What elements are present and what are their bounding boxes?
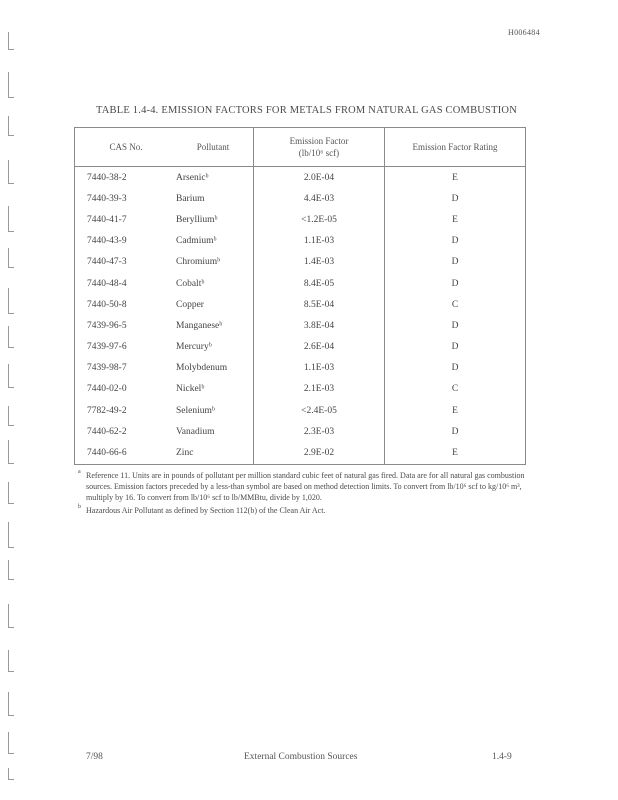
header-pollutant: Pollutant — [168, 128, 254, 167]
header-emission-factor-label: Emission Factor — [289, 136, 349, 146]
cell-emission-factor: 2.3E-03 — [254, 421, 385, 442]
cell-rating: D — [385, 421, 526, 442]
cell-pollutant: Molybdenum — [176, 363, 228, 374]
cell-pollutant: Nickelᵇ — [176, 384, 205, 395]
cell-rating: D — [385, 358, 526, 379]
cell-emission-factor: 2.1E-03 — [254, 379, 385, 400]
binding-mark — [8, 116, 17, 136]
cell-cas-no: 7782-49-2 — [87, 405, 127, 416]
cell-pollutant: Manganeseᵇ — [176, 320, 223, 331]
cell-emission-factor: 2.0E-04 — [254, 167, 385, 189]
table-row — [75, 294, 526, 315]
table-row — [75, 421, 526, 442]
header-rating: Emission Factor Rating — [385, 128, 526, 167]
binding-mark — [8, 440, 17, 464]
footer-section-title: External Combustion Sources — [244, 752, 358, 762]
cell-emission-factor: <1.2E-05 — [254, 209, 385, 230]
footer-date: 7/98 — [86, 752, 103, 762]
cell-rating: D — [385, 252, 526, 273]
cell-pollutant: Copper — [176, 299, 204, 310]
table-header-row — [75, 128, 526, 167]
cell-cas-no: 7440-41-7 — [87, 214, 127, 225]
cell-rating: D — [385, 231, 526, 252]
table-row — [75, 231, 526, 252]
cell-pollutant: Vanadium — [176, 426, 215, 437]
binding-mark — [8, 206, 17, 232]
binding-mark — [8, 560, 17, 580]
binding-mark — [8, 768, 17, 780]
cell-emission-factor: 4.4E-03 — [254, 188, 385, 209]
cell-cas-no: 7440-43-9 — [87, 236, 127, 247]
table-row — [75, 167, 526, 189]
cell-pollutant: Cobaltᵇ — [176, 278, 205, 289]
cell-cas-no: 7440-62-2 — [87, 426, 127, 437]
binding-mark — [8, 288, 17, 314]
cell-pollutant: Mercuryᵇ — [176, 342, 212, 353]
cell-emission-factor: 1.1E-03 — [254, 231, 385, 252]
cell-cas-no: 7440-48-4 — [87, 278, 127, 289]
cell-pollutant: Arsenicᵇ — [176, 172, 209, 183]
cell-emission-factor: 8.5E-04 — [254, 294, 385, 315]
table-row — [75, 209, 526, 230]
cell-emission-factor: 8.4E-05 — [254, 273, 385, 294]
cell-rating: D — [385, 188, 526, 209]
cell-pollutant: Barium — [176, 193, 205, 204]
cell-cas-no: 7440-39-3 — [87, 193, 127, 204]
document-id: H006484 — [508, 28, 540, 37]
cell-rating: D — [385, 315, 526, 336]
cell-pollutant: Seleniumᵇ — [176, 405, 215, 416]
binding-mark — [8, 160, 17, 184]
cell-emission-factor: 3.8E-04 — [254, 315, 385, 336]
cell-rating: D — [385, 273, 526, 294]
cell-rating: C — [385, 379, 526, 400]
header-cas-no: CAS No. — [75, 128, 169, 167]
footnote-text: Hazardous Air Pollutant as defined by Section 112(b) of the Clean Air Act. — [86, 506, 326, 515]
table-row — [75, 273, 526, 294]
footnote-b — [78, 505, 530, 516]
footnote-text: Reference 11. Units are in pounds of pollutant per million standard cubic feet of natural gas fired. Data are for all natural gas combustion sources. Emission factors preceded by a less-than symbol are based on method detection limits. To convert from lb/10⁶ scf to kg/10⁶ m³, multiply by 16. To convert from lb/10⁶ scf to lb/MMBtu, divide by 1,020. — [86, 471, 525, 502]
binding-mark — [8, 248, 17, 268]
binding-mark — [8, 32, 17, 50]
cell-cas-no: 7439-96-5 — [87, 320, 127, 331]
footnote-marker: a — [78, 469, 81, 475]
cell-cas-no: 7440-02-0 — [87, 384, 127, 395]
cell-rating: E — [385, 209, 526, 230]
cell-pollutant: Cadmiumᵇ — [176, 236, 217, 247]
cell-cas-no: 7440-66-6 — [87, 448, 127, 459]
cell-cas-no: 7440-47-3 — [87, 257, 127, 268]
cell-rating: E — [385, 167, 526, 189]
binding-mark — [8, 522, 17, 548]
binding-mark — [8, 650, 17, 672]
table-row — [75, 400, 526, 421]
footnote-a — [78, 470, 530, 503]
cell-cas-no: 7440-50-8 — [87, 299, 127, 310]
binding-mark — [8, 72, 17, 98]
table-title: TABLE 1.4-4. EMISSION FACTORS FOR METALS FROM NATURAL GAS COMBUSTION — [96, 105, 517, 116]
binding-mark — [8, 604, 17, 628]
cell-emission-factor: 1.1E-03 — [254, 358, 385, 379]
binding-mark — [8, 364, 17, 388]
cell-pollutant: Chromiumᵇ — [176, 257, 221, 268]
cell-pollutant: Berylliumᵇ — [176, 214, 218, 225]
binding-marks — [6, 20, 20, 780]
cell-rating: D — [385, 337, 526, 358]
cell-cas-no: 7440-38-2 — [87, 172, 127, 183]
table-row — [75, 315, 526, 336]
cell-rating: E — [385, 400, 526, 421]
cell-emission-factor: 1.4E-03 — [254, 252, 385, 273]
table-row — [75, 358, 526, 379]
cell-emission-factor: 2.9E-02 — [254, 442, 385, 464]
table-row — [75, 188, 526, 209]
footnotes — [78, 470, 530, 518]
cell-cas-no: 7439-97-6 — [87, 342, 127, 353]
table-row — [75, 337, 526, 358]
cell-emission-factor: <2.4E-05 — [254, 400, 385, 421]
header-emission-factor — [254, 128, 385, 167]
footer-page-number: 1.4-9 — [492, 752, 512, 762]
binding-mark — [8, 406, 17, 426]
binding-mark — [8, 692, 17, 716]
table-row — [75, 252, 526, 273]
binding-mark — [8, 482, 17, 504]
binding-mark — [8, 732, 17, 754]
footnote-marker: b — [78, 504, 81, 510]
cell-emission-factor: 2.6E-04 — [254, 337, 385, 358]
table-row — [75, 442, 526, 464]
cell-rating: E — [385, 442, 526, 464]
cell-cas-no: 7439-98-7 — [87, 363, 127, 374]
table-row — [75, 379, 526, 400]
binding-mark — [8, 326, 17, 348]
cell-pollutant: Zinc — [176, 448, 194, 459]
header-emission-factor-units: (lb/10⁶ scf) — [298, 148, 340, 158]
emission-factors-table — [74, 127, 526, 465]
cell-rating: C — [385, 294, 526, 315]
